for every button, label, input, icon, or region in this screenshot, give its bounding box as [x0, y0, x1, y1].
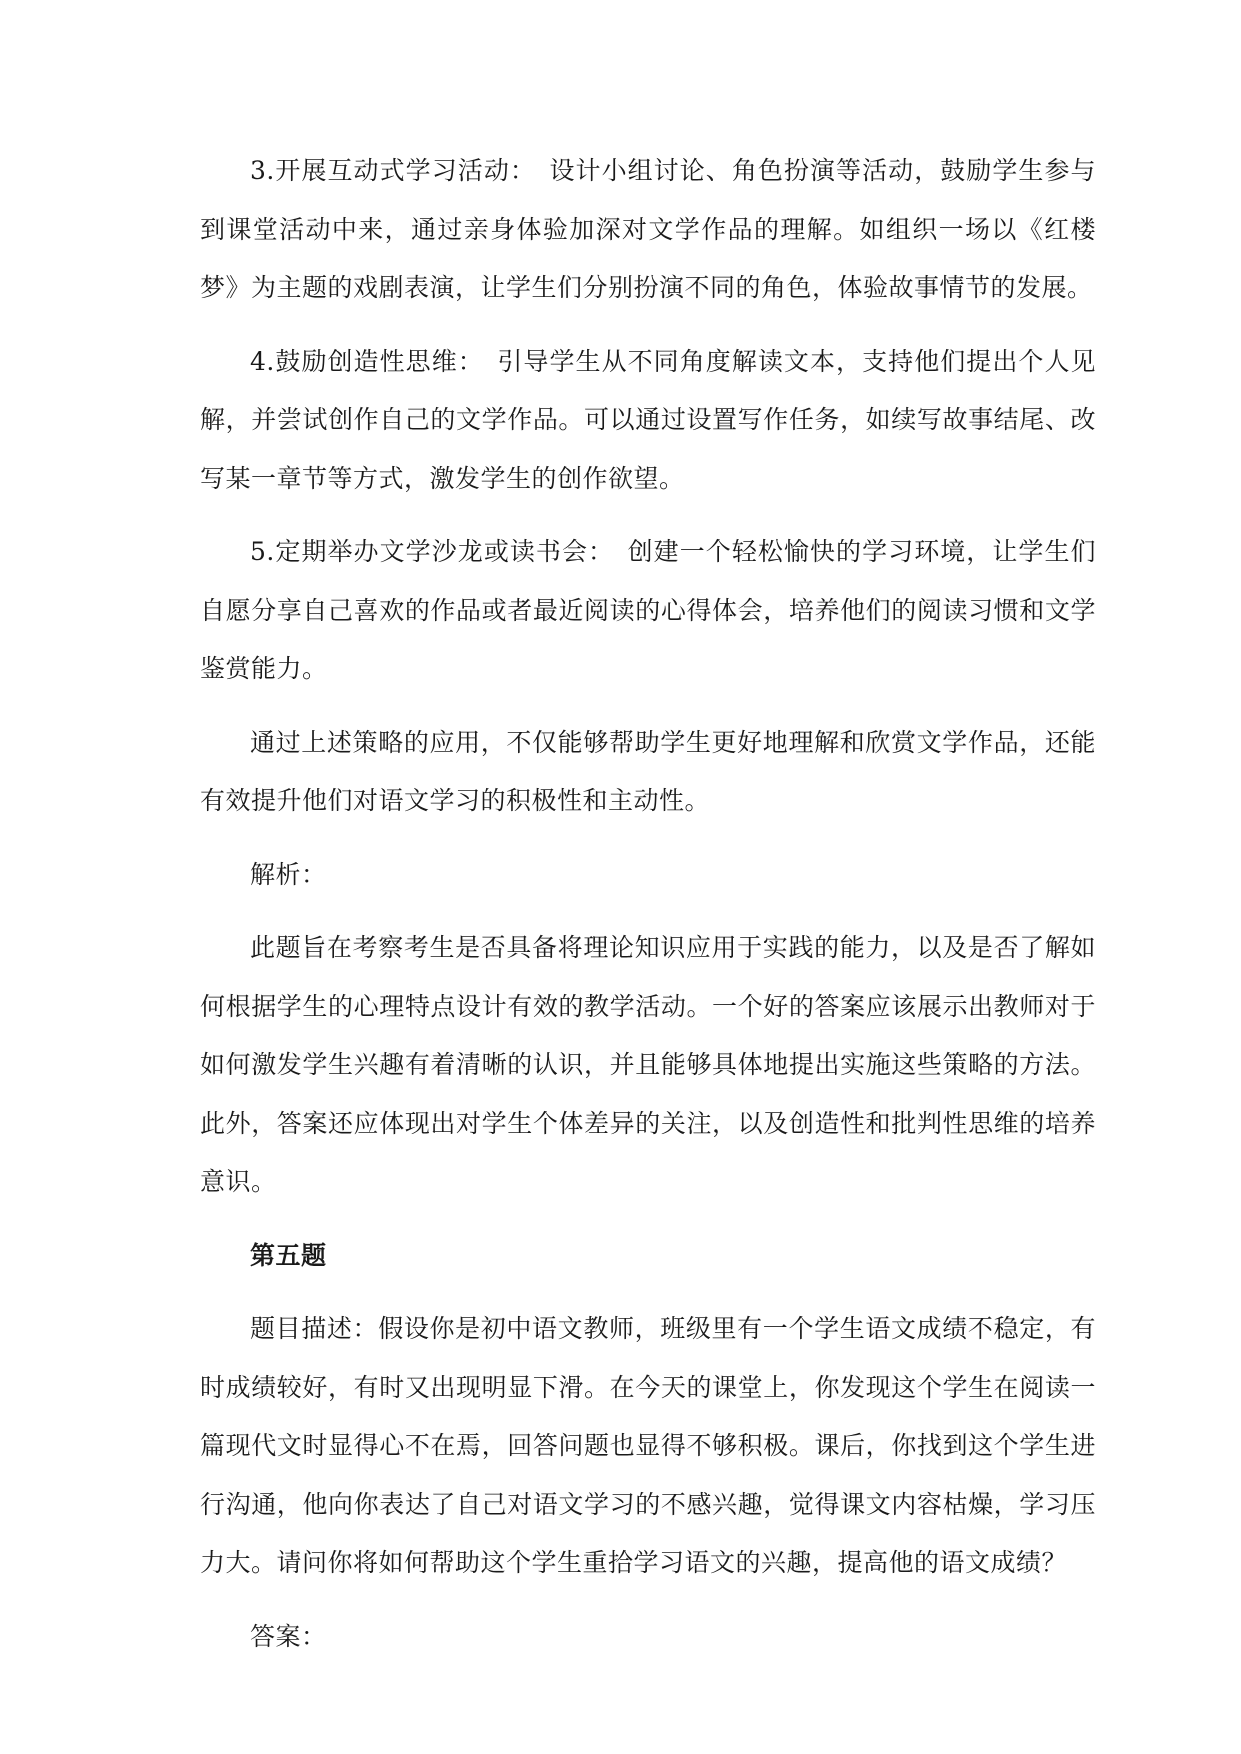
paragraph-analysis: 此题旨在考察考生是否具备将理论知识应用于实践的能力，以及是否了解如何根据学生的心理特点设计有效的教学活动。一个好的答案应该展示出教师对于如何激发学生兴趣有着清晰的认识，并且能够具体地提出实施这些策略的方法。此外，答案还应体现出对学生个体差异的关注，以及创造性和批判性思维的培养意识。 [200, 933, 1096, 1196]
analysis-label: 解析： [250, 859, 327, 889]
document-body [200, 142, 1096, 1666]
paragraph-strategy-5: 5.定期举办文学沙龙或读书会： 创建一个轻松愉快的学习环境，让学生们自愿分享自己喜欢的作品或者最近阅读的心得体会，培养他们的阅读习惯和文学鉴赏能力。 [200, 537, 1096, 683]
paragraph-question: 题目描述：假设你是初中语文教师，班级里有一个学生语文成绩不稳定，有时成绩较好，有时又出现明显下滑。在今天的课堂上，你发现这个学生在阅读一篇现代文时显得心不在焉，回答问题也显得不够积极。课后，你找到这个学生进行沟通，他向你表达了自己对语文学习的不感兴趣，觉得课文内容枯燥，学习压力大。请问你将如何帮助这个学生重拾学习语文的兴趣，提高他的语文成绩？ [200, 1314, 1096, 1577]
paragraph-strategy-3: 3.开展互动式学习活动： 设计小组讨论、角色扮演等活动，鼓励学生参与到课堂活动中来，通过亲身体验加深对文学作品的理解。如组织一场以《红楼梦》为主题的戏剧表演，让学生们分别扮演不同的角色，体验故事情节的发展。 [200, 156, 1096, 302]
paragraph-summary: 通过上述策略的应用，不仅能够帮助学生更好地理解和欣赏文学作品，还能有效提升他们对语文学习的积极性和主动性。 [200, 727, 1096, 815]
answer-label: 答案： [250, 1621, 327, 1651]
paragraph-strategy-4: 4.鼓励创造性思维： 引导学生从不同角度解读文本，支持他们提出个人见解，并尝试创作自己的文学作品。可以通过设置写作任务，如续写故事结尾、改写某一章节等方式，激发学生的创作欲望。 [200, 346, 1096, 493]
section-heading: 第五题 [250, 1240, 327, 1270]
